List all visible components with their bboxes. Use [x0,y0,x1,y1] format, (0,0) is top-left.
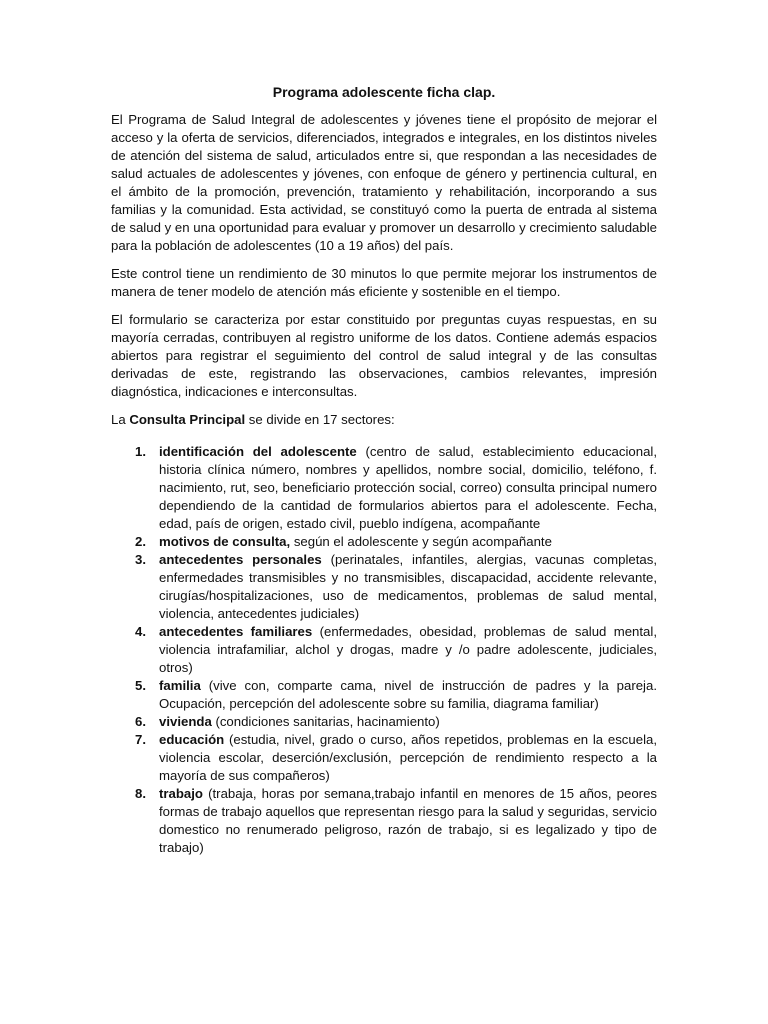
sectors-intro [111,411,657,429]
list-item-title: identificación del adolescente [159,444,357,459]
list-item-text: (centro de salud, establecimiento educacional, historia clínica número, nombres y apellidos, nombre social, domicilio, teléfono, f. nacimiento, rut, seo, beneficiario protección social, correo) consulta principal numero dependiendo de la cantidad de formularios abiertos para el adolescente. Fecha, edad, país de origen, estado civil, pueblo indígena, acompañante [159,444,657,531]
paragraph-form-description: El formulario se caracteriza por estar constituido por preguntas cuyas respuestas, en su mayoría cerradas, contribuyen al registro uniforme de los datos. Contiene además espacios abiertos para registrar el seguimiento del control de salud integral y de las consultas derivadas de este, registrando las observaciones, cambios relevantes, impresión diagnóstica, indicaciones e interconsultas. [111,312,657,399]
list-item-title: motivos de consulta, [159,534,291,549]
list-item-text: (enfermedades, obesidad, problemas de salud mental, violencia intrafamiliar, alchol y drogas, madre y /o padre adolescente, judiciales, otros) [159,624,657,675]
list-item [111,443,657,533]
sectors-list [111,443,657,857]
list-item-text: (vive con, comparte cama, nivel de instrucción de padres y la pareja. Ocupación, percepción del adolescente sobre su familia, diagrama familiar) [159,678,657,711]
list-item-title: vivienda [159,714,212,729]
list-item-title: educación [159,732,225,747]
sectors-intro-suffix: se divide en 17 sectores: [245,412,395,427]
list-item [111,713,657,731]
list-item-text: (perinatales, infantiles, alergias, vacunas completas, enfermedades transmisibles y no transmisibles, discapacidad, accidente relevante, cirugías/hospitalizaciones, uso de medicamentos, problemas de salud mental, violencia, antecedentes judiciales) [159,552,657,621]
list-item [111,533,657,551]
list-item-number: 7. [135,732,146,747]
paragraph-program-description: El Programa de Salud Integral de adolescentes y jóvenes tiene el propósito de mejorar el acceso y la oferta de servicios, diferenciados, integrados e integrales, en los distintos niveles de atención del sistema de salud, articulados entre si, que respondan a las necesidades de salud actuales de adolescentes y jóvenes, con enfoque de género y pertinencia cultural, en el ámbito de la promoción, prevención, tratamiento y rehabilitación, incorporando a sus familias y la comunidad. Esta actividad, se constituyó como la puerta de entrada al sistema de salud y en una oportunidad para evaluar y promover un desarrollo y crecimiento saludable para la población de adolescentes (10 a 19 años) del país. [111,112,657,253]
list-item [111,677,657,713]
list-item-text: (trabaja, horas por semana,trabajo infantil en menores de 15 años, peores formas de trabajo aquellos que representan riesgo para la salud y seguridas, servicio domestico no renumerado peligroso, razón de trabajo, si es legalizado y tipo de trabajo) [159,786,657,855]
list-item-text: (estudia, nivel, grado o curso, años repetidos, problemas en la escuela, violencia escolar, deserción/exclusión, percepción de rendimiento respecto a la mayoría de sus compañeros) [159,732,657,783]
list-item [111,551,657,623]
sectors-intro-bold: Consulta Principal [129,412,246,427]
list-item-title: antecedentes familiares [159,624,313,639]
list-item-number: 3. [135,552,146,567]
list-item-number: 6. [135,714,146,729]
list-item-text: según el adolescente y según acompañante [290,534,552,549]
document-page [111,84,657,857]
paragraph-control-duration: Este control tiene un rendimiento de 30 minutos lo que permite mejorar los instrumentos de manera de tener modelo de atención más eficiente y sostenible en el tiempo. [111,266,657,299]
list-item-text: (condiciones sanitarias, hacinamiento) [211,714,440,729]
list-item-number: 4. [135,624,146,639]
list-item [111,731,657,785]
list-item-number: 5. [135,678,146,693]
sectors-intro-prefix: La [111,412,130,427]
list-item-title: trabajo [159,786,203,801]
list-item-number: 2. [135,534,146,549]
list-item [111,623,657,677]
document-title: Programa adolescente ficha clap. [272,84,496,100]
list-item-title: familia [159,678,201,693]
list-item-number: 8. [135,786,146,801]
list-item-title: antecedentes personales [159,552,322,567]
list-item [111,785,657,857]
list-item-number: 1. [135,444,146,459]
